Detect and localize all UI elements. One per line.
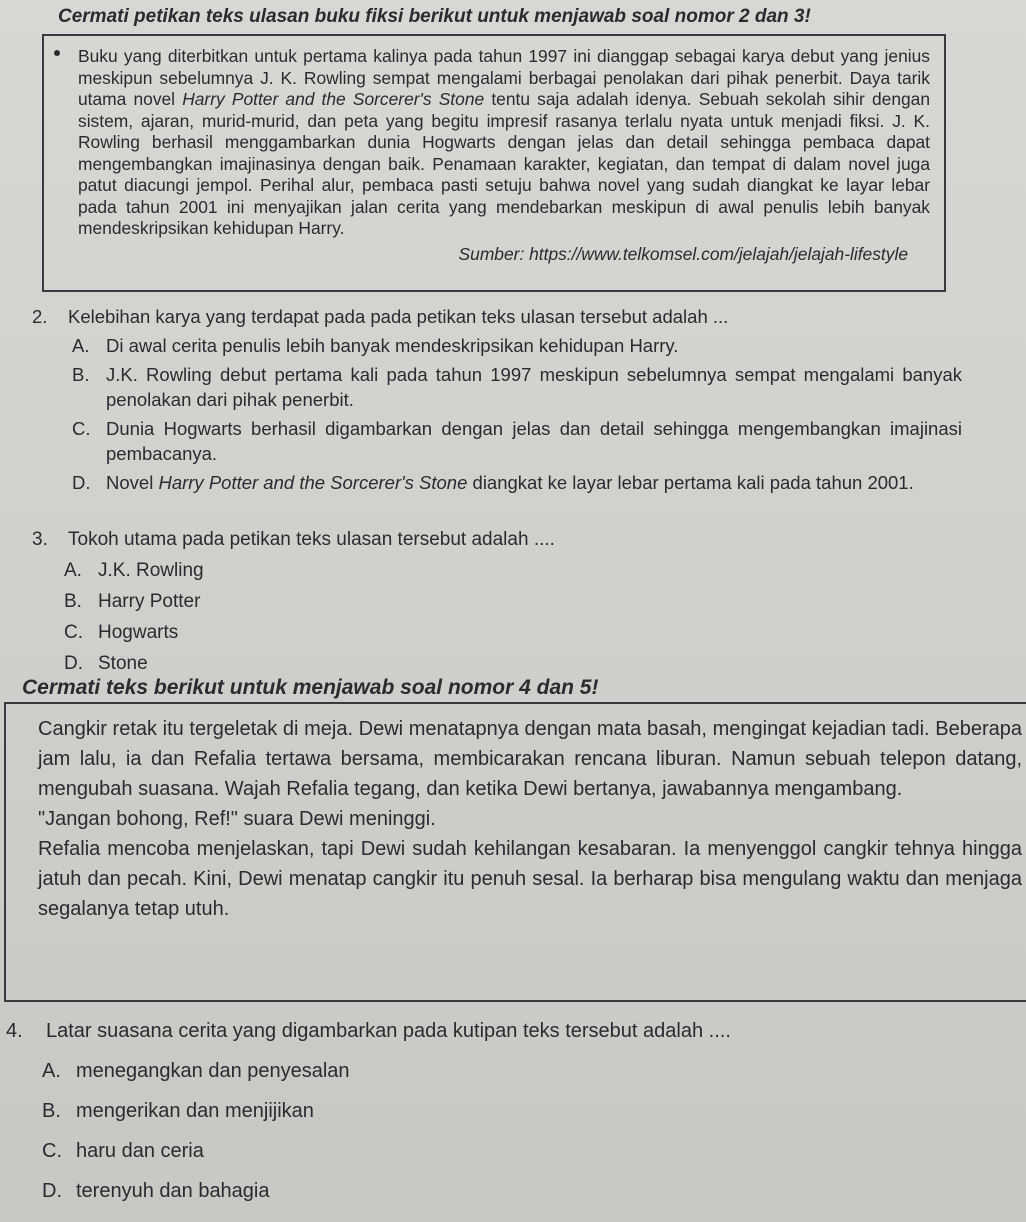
option-c[interactable] bbox=[64, 619, 932, 646]
option-text-pre: Novel bbox=[106, 472, 159, 493]
option-label: C. bbox=[64, 622, 83, 643]
option-text: menegangkan dan penyesalan bbox=[76, 1060, 350, 1082]
passage-2-para-3: Refalia mencoba menjelaskan, tapi Dewi sudah kehilangan kesabaran. Ia menyenggol cangkir tehnya hingga jatuh dan pecah. Kini, Dewi menatap cangkir itu penuh sesal. Ia berharap bisa mengulang waktu dan menjaga segalanya tetap utuh. bbox=[38, 838, 1022, 920]
option-d[interactable] bbox=[72, 470, 962, 495]
option-text: Stone bbox=[98, 653, 148, 674]
passage-1-text bbox=[78, 46, 930, 240]
question-text: Latar suasana cerita yang digambarkan pada kutipan teks tersebut adalah .... bbox=[46, 1020, 731, 1042]
passage-box-1 bbox=[42, 34, 946, 292]
option-text: terenyuh dan bahagia bbox=[76, 1180, 270, 1202]
option-d[interactable] bbox=[64, 650, 932, 677]
instruction-heading-2: Cermati teks berikut untuk menjawab soal nomor 4 dan 5! bbox=[22, 676, 599, 699]
option-text: mengerikan dan menjijikan bbox=[76, 1100, 314, 1122]
option-label: A. bbox=[42, 1060, 61, 1082]
passage-1-text-a: Buku yang diterbitkan untuk pertama kalinya pada tahun 1997 ini dianggap sebagai karya debut yang jenius meskipun sebelumnya J. K. Rowling sempat mengalami berbagai penolakan dari pihak penerbit. Daya tarik utama novel bbox=[78, 46, 930, 109]
option-a[interactable] bbox=[64, 557, 932, 584]
option-text-post: diangkat ke layar lebar pertama kali pada tahun 2001. bbox=[467, 472, 914, 493]
option-b[interactable] bbox=[64, 588, 932, 615]
question-text: Tokoh utama pada petikan teks ulasan tersebut adalah .... bbox=[68, 529, 555, 550]
option-c[interactable] bbox=[72, 416, 962, 466]
question-number: 3. bbox=[32, 529, 48, 550]
option-label: C. bbox=[72, 418, 91, 439]
option-c[interactable] bbox=[42, 1136, 906, 1166]
question-2 bbox=[32, 304, 962, 495]
passage-2-para-2: "Jangan bohong, Ref!" suara Dewi meninggi. bbox=[38, 808, 436, 830]
passage-source: Sumber: https://www.telkomsel.com/jelajah/jelajah-lifestyle bbox=[458, 243, 908, 264]
bullet-icon bbox=[54, 50, 60, 56]
option-label: D. bbox=[42, 1180, 62, 1202]
option-label: C. bbox=[42, 1140, 62, 1162]
option-text bbox=[106, 470, 962, 495]
option-text: J.K. Rowling bbox=[98, 560, 204, 581]
instruction-heading-1: Cermati petikan teks ulasan buku fiksi berikut untuk menjawab soal nomor 2 dan 3! bbox=[58, 6, 811, 27]
option-text: Hogwarts bbox=[98, 622, 179, 643]
option-label: B. bbox=[42, 1100, 61, 1122]
option-d[interactable] bbox=[42, 1176, 906, 1206]
option-b[interactable] bbox=[72, 362, 962, 412]
option-book-title: Harry Potter and the Sorcerer's Stone bbox=[158, 472, 468, 493]
option-text: haru dan ceria bbox=[76, 1140, 204, 1162]
option-label: D. bbox=[64, 653, 83, 674]
question-number: 2. bbox=[32, 306, 48, 327]
option-a[interactable] bbox=[42, 1056, 906, 1086]
option-text: Harry Potter bbox=[98, 591, 201, 612]
option-text: Di awal cerita penulis lebih banyak mendeskripsikan kehidupan Harry. bbox=[106, 335, 679, 356]
option-b[interactable] bbox=[42, 1096, 906, 1126]
option-label: D. bbox=[72, 472, 91, 493]
passage-2-para-1: Cangkir retak itu tergeletak di meja. Dewi menatapnya dengan mata basah, mengingat kejadian tadi. Beberapa jam lalu, ia dan Refalia tertawa bersama, membicarakan rencana liburan. Namun sebuah telepon datang, mengubah suasana. Wajah Refalia tegang, dan ketika Dewi bertanya, jawabannya mengambang. bbox=[38, 718, 1022, 800]
question-4 bbox=[6, 1016, 906, 1206]
question-3 bbox=[32, 526, 932, 677]
question-number: 4. bbox=[6, 1020, 23, 1042]
option-text: J.K. Rowling debut pertama kali pada tahun 1997 meskipun sebelumnya sempat mengalami banyak penolakan dari pihak penerbit. bbox=[106, 364, 962, 410]
option-a[interactable] bbox=[72, 333, 962, 358]
book-title: Harry Potter and the Sorcerer's Stone bbox=[182, 89, 485, 109]
option-label: B. bbox=[64, 591, 82, 612]
option-text: Dunia Hogwarts berhasil digambarkan dengan jelas dan detail sehingga mengembangkan imajinasi pembacanya. bbox=[106, 418, 962, 464]
option-label: A. bbox=[72, 335, 90, 356]
passage-box-2 bbox=[4, 702, 1026, 1002]
question-text: Kelebihan karya yang terdapat pada pada petikan teks ulasan tersebut adalah ... bbox=[68, 306, 729, 327]
option-label: B. bbox=[72, 364, 90, 385]
option-label: A. bbox=[64, 560, 82, 581]
passage-1-text-b: tentu saja adalah idenya. Sebuah sekolah sihir dengan sistem, ajaran, murid-murid, dan peta yang begitu impresif rasanya terlalu nyata untuk menjadi fiksi. J. K. Rowling berhasil menggambarkan dunia Hogwarts dengan jelas dan detail sehingga pembaca dapat mengembangkan imajinasinya dengan baik. Penamaan karakter, kegiatan, dan tempat di dalam novel juga patut diacungi jempol. Perihal alur, pembaca pasti setuju bahwa novel yang sudah diangkat ke layar lebar pada tahun 2001 ini menyajikan jalan cerita yang mendebarkan meskipun di awal penulis lebih banyak mendeskripsikan kehidupan Harry. bbox=[78, 89, 931, 238]
